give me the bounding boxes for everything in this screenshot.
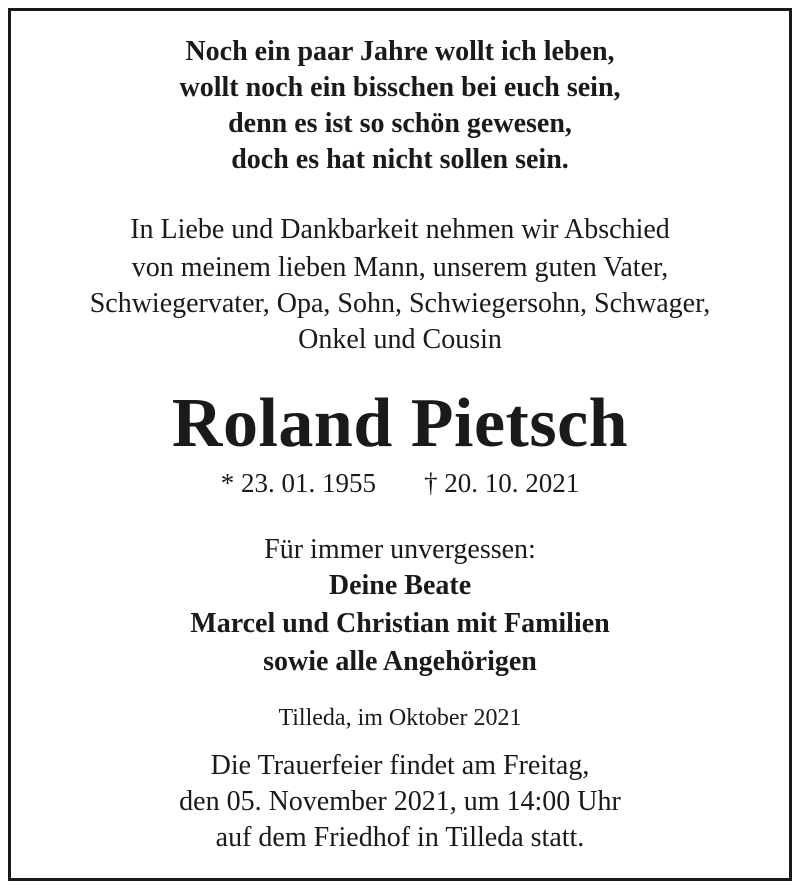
intro-line-3: Schwiegervater, Opa, Sohn, Schwiegersohn, Schwager,: [89, 288, 711, 319]
poem-line-1: Noch ein paar Jahre wollt ich leben,: [185, 36, 615, 67]
service-line-1: Die Trauerfeier findet am Freitag,: [210, 750, 590, 781]
poem-line-2: wollt noch ein bisschen bei euch sein,: [179, 72, 621, 103]
signers-lead: Für immer unvergessen:: [264, 534, 536, 565]
signer-line-3: sowie alle Angehörigen: [263, 646, 537, 677]
signer-line-1: Deine Beate: [328, 570, 472, 601]
life-dates: [0, 466, 800, 500]
intro-line-2: von meinem lieben Mann, unserem guten Vater,: [131, 252, 669, 283]
service-line-3: auf dem Friedhof in Tilleda statt.: [215, 822, 585, 853]
poem-line-4: doch es hat nicht sollen sein.: [231, 144, 569, 175]
intro-line-4: Onkel und Cousin: [298, 324, 502, 355]
poem-line-3: denn es ist so schön gewesen,: [228, 108, 572, 139]
service-line-2: den 05. November 2021, um 14:00 Uhr: [179, 786, 621, 817]
death-date: † 20. 10. 2021: [424, 468, 580, 498]
signer-line-2: Marcel und Christian mit Familien: [190, 608, 610, 639]
deceased-name: Roland Pietsch: [171, 385, 629, 462]
birth-date: * 23. 01. 1955: [220, 468, 376, 498]
intro-line-1: In Liebe und Dankbarkeit nehmen wir Abschied: [130, 214, 670, 245]
place-date: Tilleda, im Oktober 2021: [278, 705, 522, 731]
